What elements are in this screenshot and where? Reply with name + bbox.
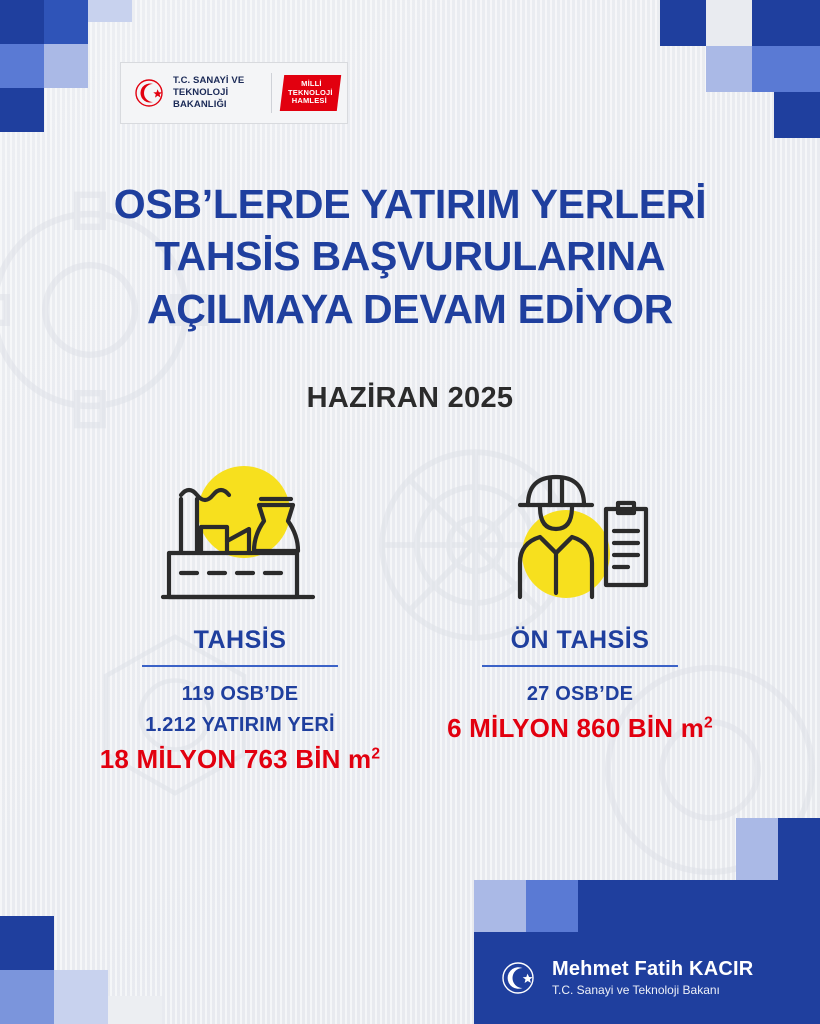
decor-square [0, 0, 44, 44]
stat-highlight-on-tahsis [410, 710, 750, 746]
engineer-icon-wrap [410, 452, 750, 624]
ministry-logo-plate [120, 62, 348, 124]
headline-line-2: TAHSİS BAŞVURULARINA [154, 233, 666, 280]
decor-square [778, 818, 820, 932]
turkish-state-crest-icon [496, 956, 540, 1000]
stat-divider [482, 665, 678, 667]
footer [0, 932, 820, 1024]
factory-icon-wrap [70, 452, 410, 624]
stat-highlight-sup-on-tahsis: 2 [704, 714, 713, 732]
decor-square [736, 818, 778, 880]
stat-highlight-sup-tahsis: 2 [371, 745, 381, 763]
engineer-with-clipboard-icon [490, 461, 670, 616]
decor-square [660, 0, 706, 46]
stat-line-1-on-tahsis: 27 OSB’DE [526, 683, 634, 705]
decor-square [526, 880, 578, 932]
factory-icon [155, 461, 325, 616]
decor-square [44, 44, 88, 88]
stat-highlight-text-on-tahsis: 6 MİLYON 860 BİN m [447, 713, 705, 743]
stat-line-1-tahsis: 119 OSB’DE [181, 683, 299, 705]
decor-square [474, 880, 526, 932]
stat-block-on-tahsis [410, 452, 750, 746]
decor-square [774, 92, 820, 138]
turkish-state-crest-icon [129, 73, 169, 113]
decor-square [578, 880, 778, 932]
milli-teknoloji-hamlesi-badge: MİLLİ TEKNOLOJİ HAMLESİ [280, 75, 341, 111]
decor-square [0, 44, 44, 88]
stat-block-tahsis [70, 452, 410, 777]
headline-date: HAZİRAN 2025 [306, 382, 514, 414]
minister-info [552, 958, 753, 999]
decor-square [752, 46, 820, 92]
minister-signature-bar [474, 932, 820, 1024]
stat-title-tahsis: TAHSİS [193, 626, 287, 654]
stat-title-on-tahsis: ÖN TAHSİS [510, 626, 650, 654]
decor-square [44, 0, 88, 44]
ministry-name: T.C. SANAYİ VE TEKNOLOJİ BAKANLIĞI [173, 75, 245, 110]
stats-row [0, 452, 820, 777]
stat-highlight-text-tahsis: 18 MİLYON 763 BİN m [99, 744, 372, 774]
decor-square [0, 88, 44, 132]
decor-square [706, 0, 752, 46]
stat-highlight-tahsis [70, 741, 410, 777]
page-title [0, 178, 820, 335]
headline-line-3: AÇILMAYA DEVAM EDİYOR [146, 285, 674, 332]
decor-square [752, 0, 820, 46]
stat-line-2-tahsis: 1.212 YATIRIM YERİ [145, 714, 335, 736]
minister-name: Mehmet Fatih KACIR [552, 957, 754, 980]
decor-square [706, 46, 752, 92]
logo-divider [271, 73, 272, 113]
decor-square [88, 0, 132, 22]
minister-role: T.C. Sanayi ve Teknoloji Bakanı [552, 982, 720, 997]
stat-divider [142, 665, 338, 667]
headline-line-1: OSB’LERDE YATIRIM YERLERİ [113, 181, 707, 227]
